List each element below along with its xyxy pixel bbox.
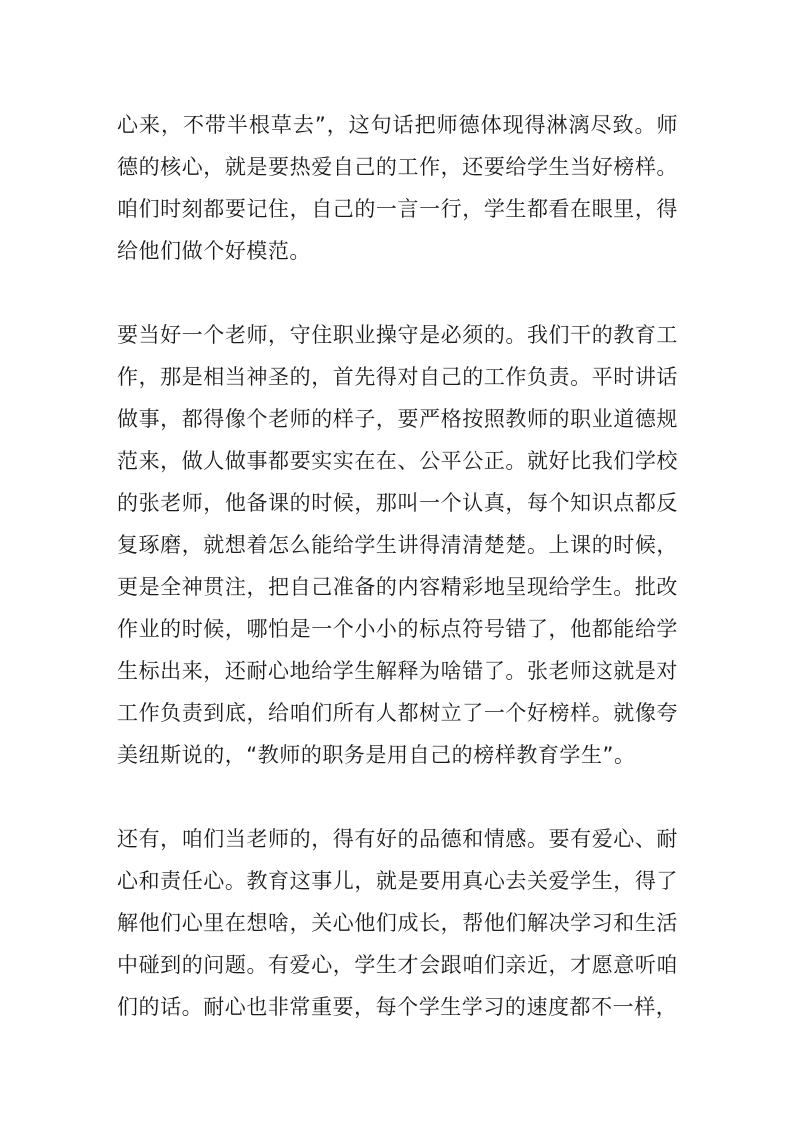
- paragraph-professional-ethics: 要当好一个老师，守住职业操守是必须的。我们干的教育工作，那是相当神圣的，首先得对自己的工作负责。平时讲话做事，都得像个老师的样子，要严格按照教师的职业道德规范来，做人做事都要实实在在、公平公正。就好比我们学校的张老师，他备课的时候，那叫一个认真，每个知识点都反复琢磨，就想着怎么能给学生讲得清清楚楚。上课的时候，更是全神贯注，把自己准备的内容精彩地呈现给学生。批改作业的时候，哪怕是一个小小的标点符号错了，他都能给学生标出来，还耐心地给学生解释为啥错了。张老师这就是对工作负责到底，给咱们所有人都树立了一个好榜样。就像夸美纽斯说的，“教师的职务是用自己的榜样教育学生”。: [117, 323, 678, 767]
- text-block: [117, 104, 678, 1028]
- paragraph-continuation: 心来，不带半根草去”，这句话把师德体现得淋漓尽致。师德的核心，就是要热爱自己的工作，还要给学生当好榜样。咱们时刻都要记住，自己的一言一行，学生都看在眼里，得给他们做个好模范。: [117, 113, 678, 263]
- paragraph-virtue-and-care: 还有，咱们当老师的，得有好的品德和情感。要有爱心、耐心和责任心。教育这事儿，就是要用真心去关爱学生，得了解他们心里在想啥，关心他们成长，帮他们解决学习和生活中碰到的问题。有爱心，学生才会跟咱们亲近，才愿意听咱们的话。耐心也非常重要，每个学生学习的速度都不一样，: [117, 827, 678, 1019]
